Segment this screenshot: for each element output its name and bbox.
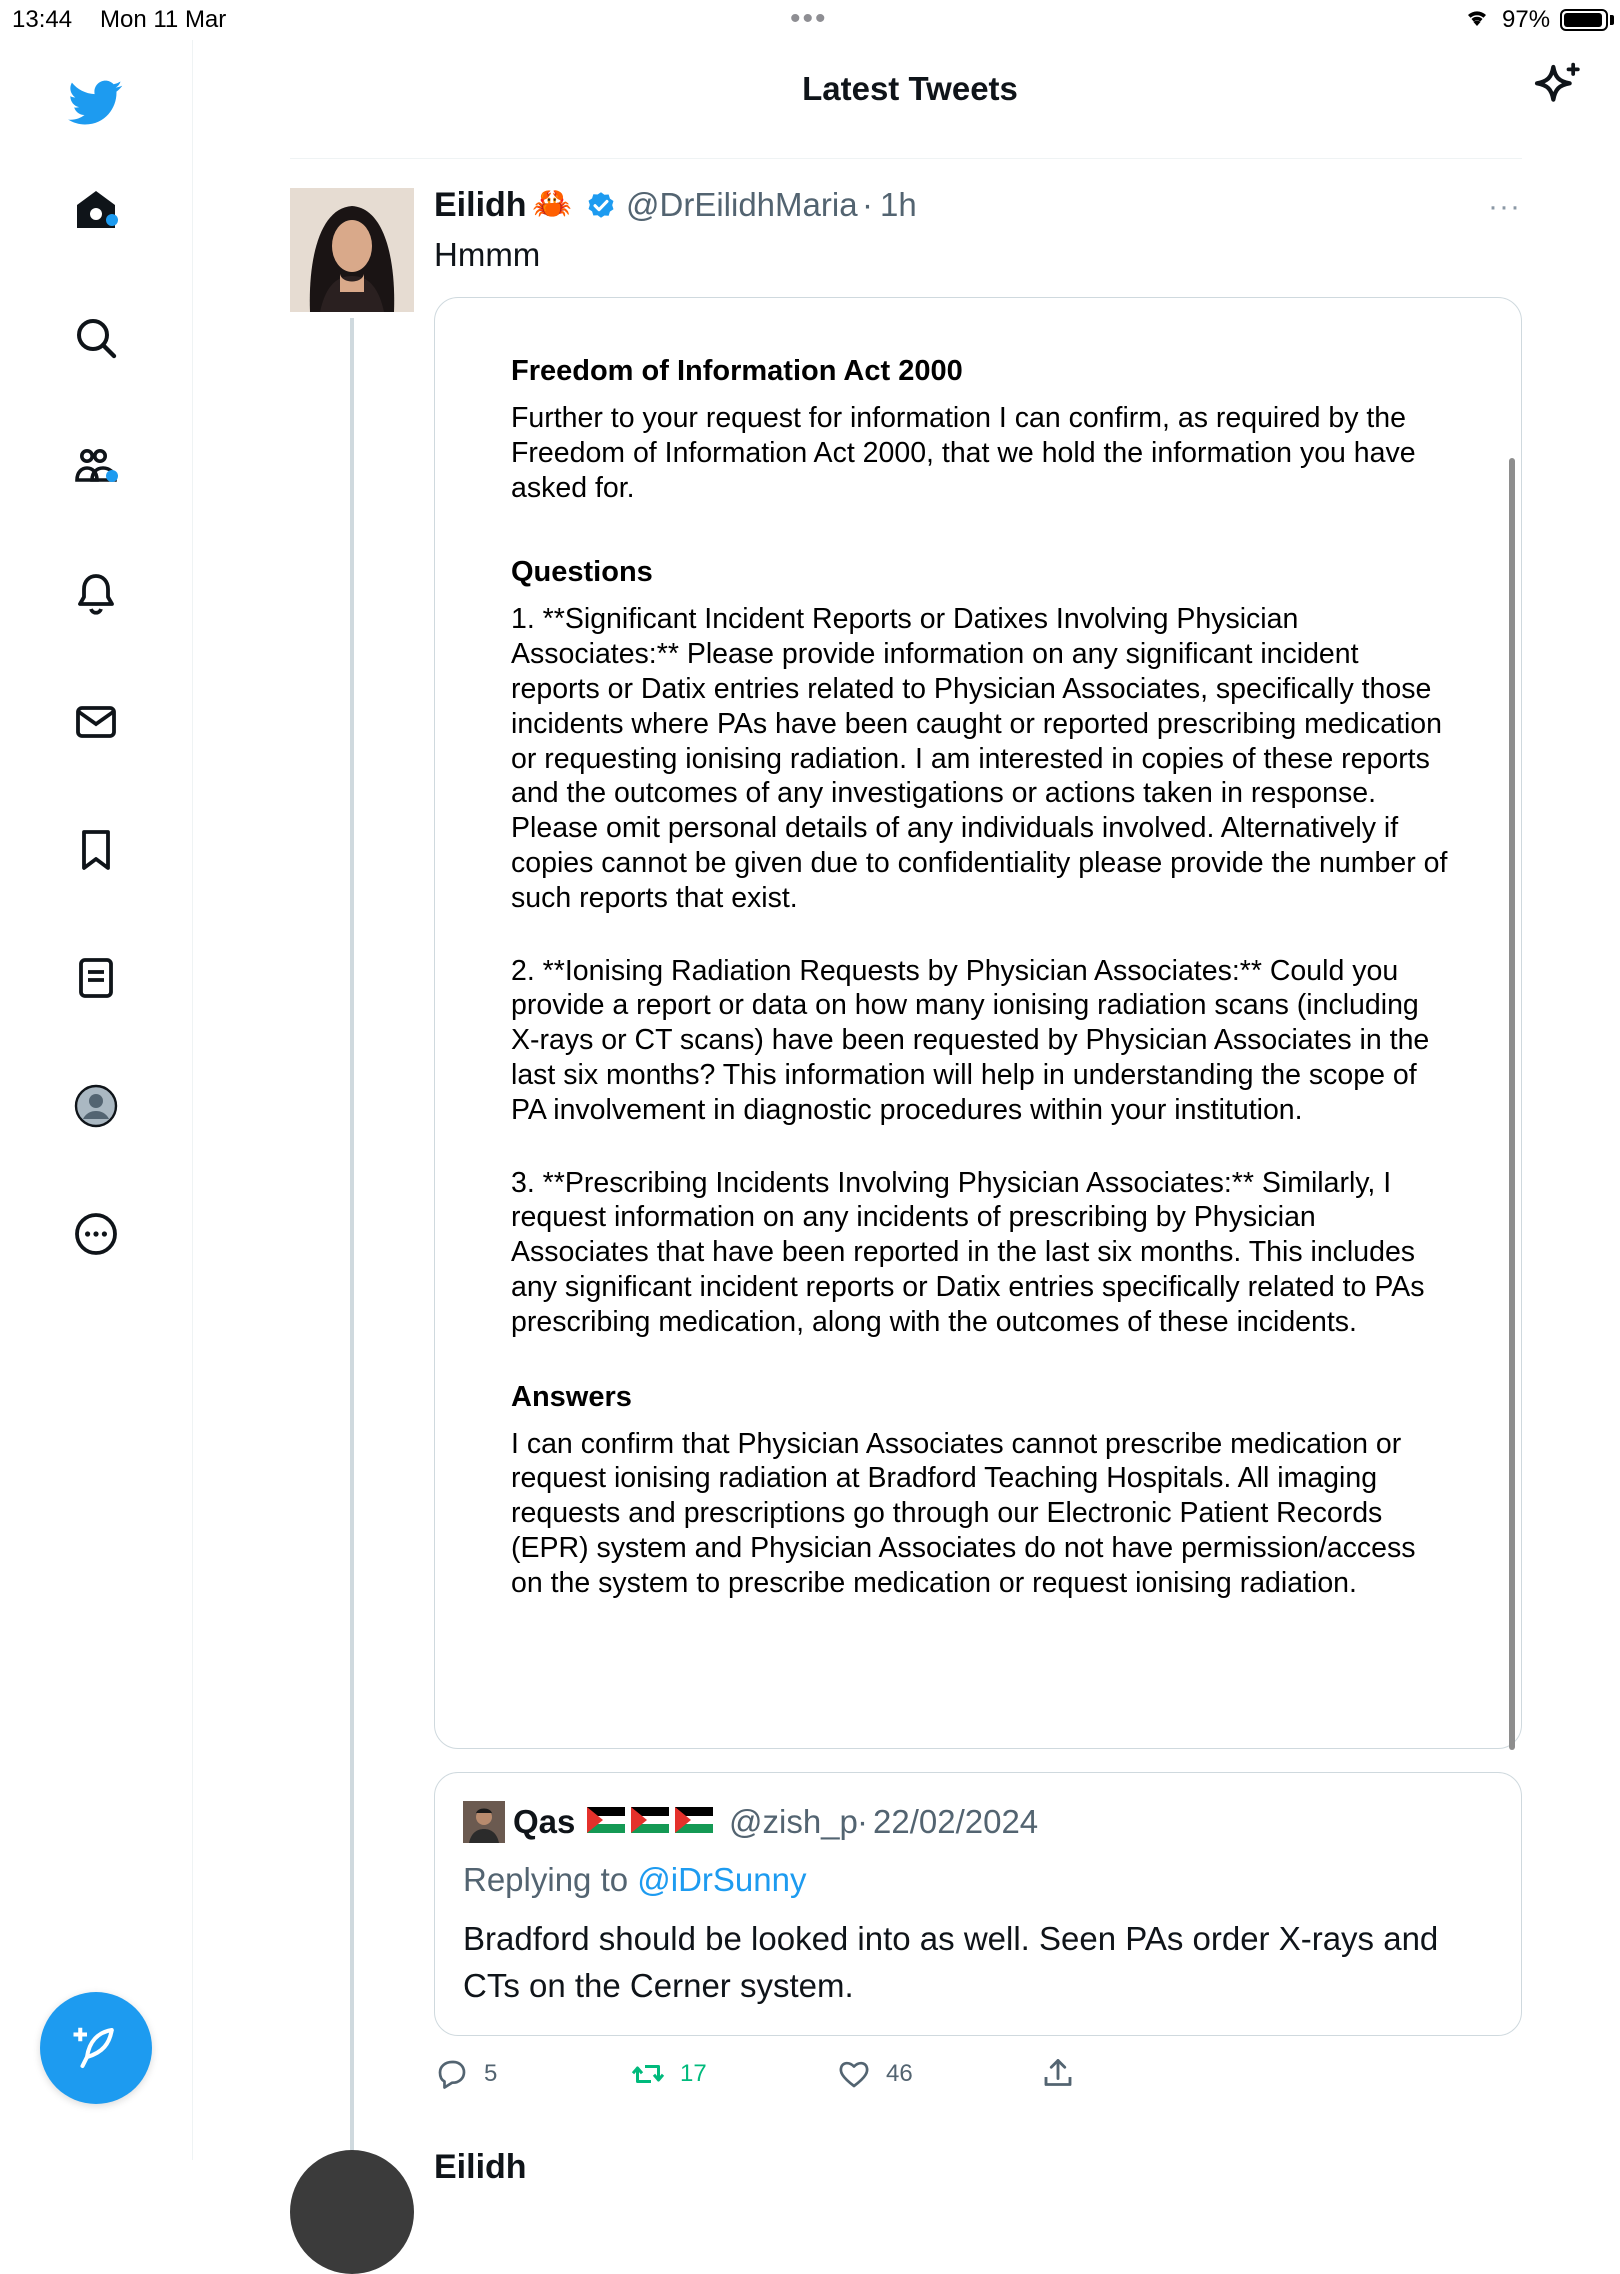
tweet-author-handle[interactable]: @DrEilidhMaria	[626, 186, 858, 223]
avatar[interactable]	[290, 188, 414, 312]
retweet-count: 17	[680, 2060, 707, 2087]
more-icon[interactable]	[64, 1202, 128, 1266]
verified-badge-icon	[584, 188, 618, 222]
sidebar	[0, 40, 193, 2160]
profile-icon[interactable]	[64, 1074, 128, 1138]
doc-answer: I can confirm that Physician Associates cannot prescribe medication or request ionising radiation at Bradford Teaching Hospitals. All imaging requests and prescriptions go through our Electronic Patient Records (EPR) system and Physician Associates do not have permission/access on the system to prescribe medication or request ionising radiation.	[511, 1427, 1416, 1599]
status-bar	[0, 0, 1620, 40]
next-tweet-avatar[interactable]	[290, 2150, 414, 2274]
quote-date: 22/02/2024	[873, 1803, 1039, 1840]
home-icon[interactable]	[64, 178, 128, 242]
quote-replying-to: Replying to @iDrSunny	[463, 1861, 807, 1898]
page-title: Latest Tweets	[802, 70, 1018, 107]
bell-icon[interactable]	[64, 562, 128, 626]
doc-heading-foi: Freedom of Information Act 2000	[511, 355, 963, 387]
like-count: 46	[886, 2060, 913, 2087]
palestine-flags	[587, 1807, 713, 1833]
separator-dot: ·	[857, 1803, 868, 1840]
tweet-text: Hmmm	[434, 236, 541, 273]
status-time: 13:44	[12, 6, 73, 33]
doc-question-1: 1. **Significant Incident Reports or Datixes Involving Physician Associates:** Please provide information on any significant incident reports or Datix entries related to Physician Associates, specifically those incidents where PAs have been caught or reported prescribing medication or requesting ionising radiation. I am interested in copies of these reports and the outcomes of any investigations or actions taken in response. Please omit personal details of any individuals involved. Alternatively if copies cannot be given due to confidentiality please provide the number of such reports that exist.	[511, 603, 1448, 914]
more-options-icon[interactable]: ···	[1488, 190, 1521, 223]
quote-text: Bradford should be looked into as well. Seen PAs order X-rays and CTs on the Cerner system.	[463, 1920, 1439, 2004]
tweet-image-document[interactable]	[434, 297, 1522, 1749]
status-date: Mon 11 Mar	[100, 6, 227, 33]
people-icon[interactable]	[64, 434, 128, 498]
crab-emoji: 🦀	[532, 185, 572, 221]
tweet-timestamp[interactable]: 1h	[880, 186, 917, 223]
separator-dot: ·	[862, 186, 873, 223]
quote-avatar	[463, 1801, 505, 1843]
doc-intro: Further to your request for information I can confirm, as required by the Freedom of Information Act 2000, that we hold the information you have asked for.	[511, 402, 1416, 504]
compose-tweet-button[interactable]	[40, 1992, 152, 2104]
heart-icon	[836, 2056, 872, 2092]
reply-count: 5	[484, 2060, 498, 2087]
reply-button[interactable]	[434, 2056, 497, 2092]
retweet-button[interactable]	[630, 2056, 707, 2092]
share-icon	[1040, 2056, 1076, 2092]
quote-author-name: Qas	[513, 1803, 576, 1840]
thread-line	[350, 318, 354, 2160]
battery-icon	[1560, 9, 1608, 31]
tweet-author-name[interactable]: Eilidh	[434, 186, 527, 224]
quote-tweet[interactable]	[434, 1772, 1522, 2036]
header-divider	[290, 158, 1522, 159]
bookmark-icon[interactable]	[64, 818, 128, 882]
like-button[interactable]	[836, 2056, 913, 2092]
multitasking-dots-icon[interactable]: •••	[790, 2, 828, 35]
replying-to-link[interactable]: @iDrSunny	[637, 1861, 807, 1898]
reply-icon	[434, 2056, 470, 2092]
doc-heading-answers: Answers	[511, 1380, 632, 1413]
share-button[interactable]	[1040, 2056, 1076, 2092]
battery-percent: 97%	[1502, 6, 1551, 33]
compose-icon	[69, 2021, 123, 2075]
doc-scrollbar	[1509, 458, 1515, 1750]
home-notification-dot	[106, 214, 118, 226]
communities-notification-dot	[106, 470, 118, 482]
list-icon[interactable]	[64, 946, 128, 1010]
retweet-icon	[630, 2056, 666, 2092]
twitter-logo-icon[interactable]	[64, 70, 128, 134]
doc-heading-questions: Questions	[511, 556, 653, 589]
doc-question-2: 2. **Ionising Radiation Requests by Physician Associates:** Could you provide a report or data on how many ionising radiation scans (including X-rays or CT scans) have been requested by Physician Associates in the last six months? This information will help in understanding the scope of PA involvement in diagnostic procedures within your institution.	[511, 954, 1430, 1126]
wifi-icon	[1464, 4, 1490, 35]
sparkle-icon[interactable]	[1530, 60, 1586, 116]
palestine-flag-icon	[587, 1807, 625, 1833]
quote-author-handle: @zish_p	[729, 1803, 858, 1840]
next-tweet-author-name[interactable]: Eilidh	[434, 2148, 527, 2186]
doc-question-3: 3. **Prescribing Incidents Involving Physician Associates:** Similarly, I request information on any incidents of prescribing by Physician Associates that have been reported in the last six months. This includes any significant incident reports or Datix entries specifically related to PAs prescribing medication, along with the outcomes of these incidents.	[511, 1166, 1425, 1338]
mail-icon[interactable]	[64, 690, 128, 754]
palestine-flag-icon	[631, 1807, 669, 1833]
search-icon[interactable]	[64, 306, 128, 370]
palestine-flag-icon	[675, 1807, 713, 1833]
